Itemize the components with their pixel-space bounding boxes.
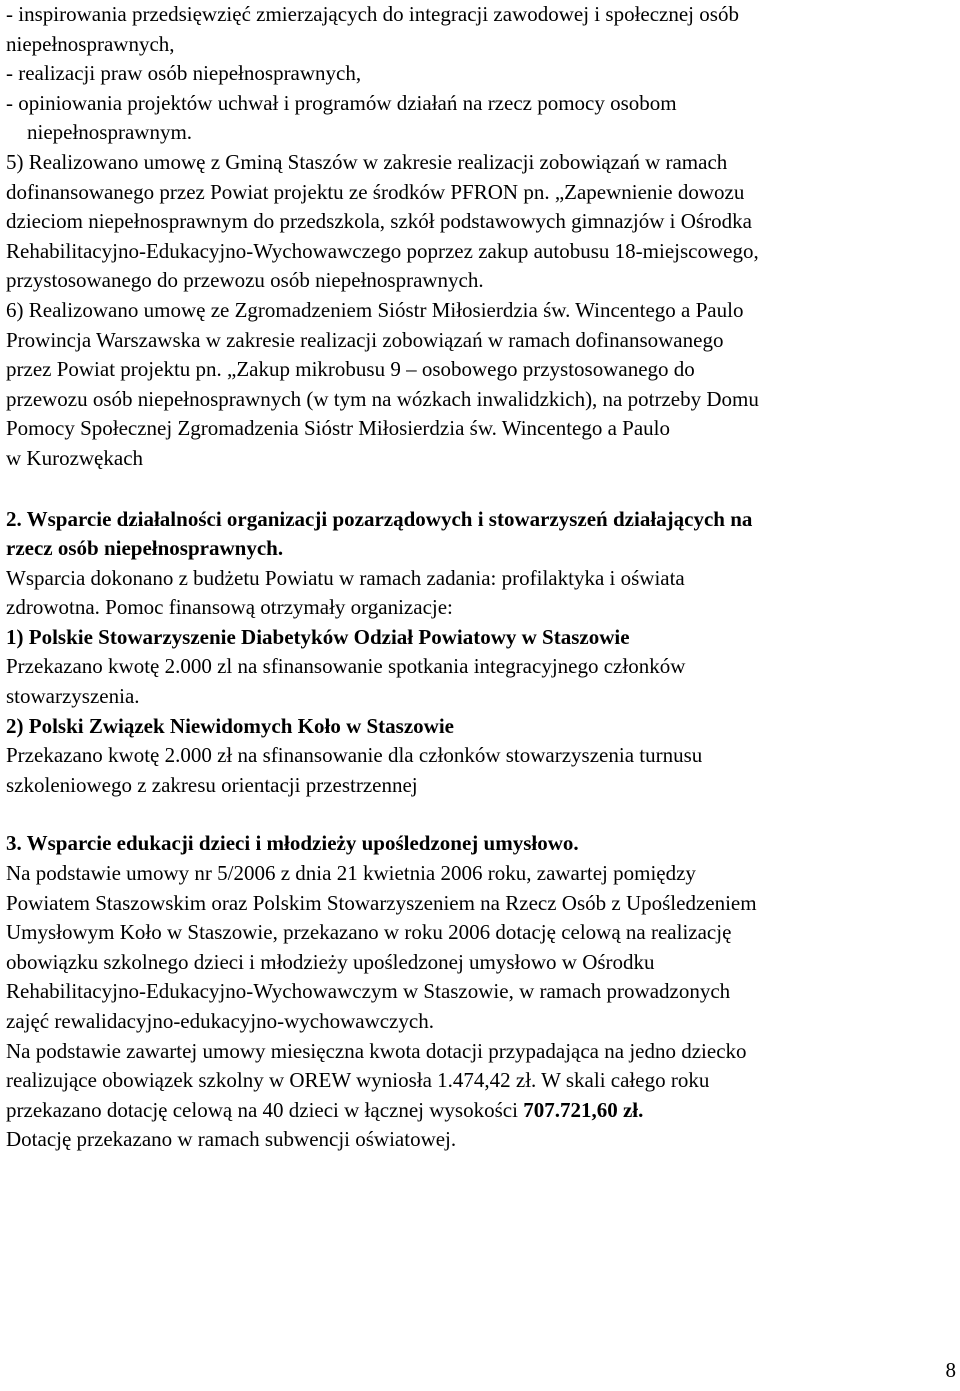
text-line: szkoleniowego z zakresu orientacji przestrzennej <box>6 772 418 797</box>
org-1-heading: 1) Polskie Stowarzyszenie Diabetyków Odział Powiatowy w Staszowie <box>6 624 630 649</box>
text-line: niepełnosprawnym. <box>27 120 193 145</box>
text-line: Przekazano kwotę 2.000 zł na sfinansowanie dla członków stowarzyszenia turnusu <box>6 743 703 768</box>
text-line: - opiniowania projektów uchwał i programów działań na rzecz pomocy osobom <box>6 90 677 115</box>
text-line: Dotację przekazano w ramach subwencji oświatowej. <box>6 1127 457 1152</box>
org-2-heading: 2) Polski Związek Niewidomych Koło w Staszowie <box>6 713 454 738</box>
text-line: Umysłowym Koło w Staszowie, przekazano w roku 2006 dotację celową na realizację <box>6 920 732 945</box>
text-line: Rehabilitacyjno-Edukacyjno-Wychowawczym w Staszowie, w ramach prowadzonych <box>6 979 731 1004</box>
text-line: Na podstawie umowy nr 5/2006 z dnia 21 kwietnia 2006 roku, zawartej pomiędzy <box>6 861 696 886</box>
text-line: przystosowanego do przewozu osób niepełnosprawnych. <box>6 268 484 293</box>
section-3-heading: 3. Wsparcie edukacji dzieci i młodzieży upośledzonej umysłowo. <box>6 831 579 856</box>
page-number: 8 <box>945 1358 956 1382</box>
text-line: obowiązku szkolnego dzieci i młodzieży upośledzonej umysłowo w Ośrodku <box>6 949 655 974</box>
text-line: Na podstawie zawartej umowy miesięczna kwota dotacji przypadająca na jedno dziecko <box>6 1038 747 1063</box>
section-3 <box>6 829 956 1155</box>
text-line: 6) Realizowano umowę ze Zgromadzeniem Sióstr Miłosierdzia św. Wincentego a Paulo <box>6 297 744 322</box>
text-line: Prowincja Warszawska w zakresie realizacji zobowiązań w ramach dofinansowanego <box>6 327 724 352</box>
section-2-heading: 2. Wsparcie działalności organizacji pozarządowych i stowarzyszeń działających na <box>6 506 753 531</box>
text-line: 5) Realizowano umowę z Gminą Staszów w zakresie realizacji zobowiązań w ramach <box>6 149 728 174</box>
document-page <box>6 0 956 1155</box>
text-line: stowarzyszenia. <box>6 684 140 709</box>
paragraph-block-2 <box>6 148 956 474</box>
text-line: przez Powiat projektu pn. „Zakup mikrobusu 9 – osobowego przystosowanego do <box>6 357 695 382</box>
spacer <box>6 800 956 829</box>
text-line: zdrowotna. Pomoc finansową otrzymały organizacje: <box>6 595 453 620</box>
total-amount: 707.721,60 zł. <box>523 1097 644 1122</box>
section-2-heading: rzecz osób niepełnosprawnych. <box>6 536 284 561</box>
text-line: Rehabilitacyjno-Edukacyjno-Wychowawczego poprzez zakup autobusu 18-miejscowego, <box>6 238 759 263</box>
text-line: Wsparcia dokonano z budżetu Powiatu w ramach zadania: profilaktyka i oświata <box>6 565 685 590</box>
text-line: dofinansowanego przez Powiat projektu ze środków PFRON pn. „Zapewnienie dowozu <box>6 179 745 204</box>
text-line: realizujące obowiązek szkolny w OREW wyniosła 1.474,42 zł. W skali całego roku <box>6 1068 710 1093</box>
text-line: przewozu osób niepełnosprawnych (w tym na wózkach inwalidzkich), na potrzeby Domu <box>6 386 759 411</box>
text-line: - inspirowania przedsięwzięć zmierzających do integracji zawodowej i społecznej osób <box>6 2 739 26</box>
text-line: Pomocy Społecznej Zgromadzenia Sióstr Miłosierdzia św. Wincentego a Paulo <box>6 416 671 441</box>
list-block-1 <box>6 0 956 148</box>
text-line: - realizacji praw osób niepełnosprawnych, <box>6 61 362 86</box>
section-2 <box>6 505 956 801</box>
text-line <box>6 1096 956 1126</box>
text-span: przekazano dotację celową na 40 dzieci w łącznej wysokości <box>6 1097 524 1122</box>
text-line: zajęć rewalidacyjno-edukacyjno-wychowawczych. <box>6 1009 434 1033</box>
text-line: Powiatem Staszowskim oraz Polskim Stowarzyszeniem na Rzecz Osób z Upośledzeniem <box>6 890 757 915</box>
spacer <box>6 474 956 505</box>
text-line: w Kurozwękach <box>6 445 144 470</box>
text-line: dzieciom niepełnosprawnym do przedszkola, szkół podstawowych gimnazjów i Ośrodka <box>6 209 752 234</box>
text-line: Przekazano kwotę 2.000 zl na sfinansowanie spotkania integracyjnego członków <box>6 654 686 679</box>
text-line: niepełnosprawnych, <box>6 31 175 56</box>
